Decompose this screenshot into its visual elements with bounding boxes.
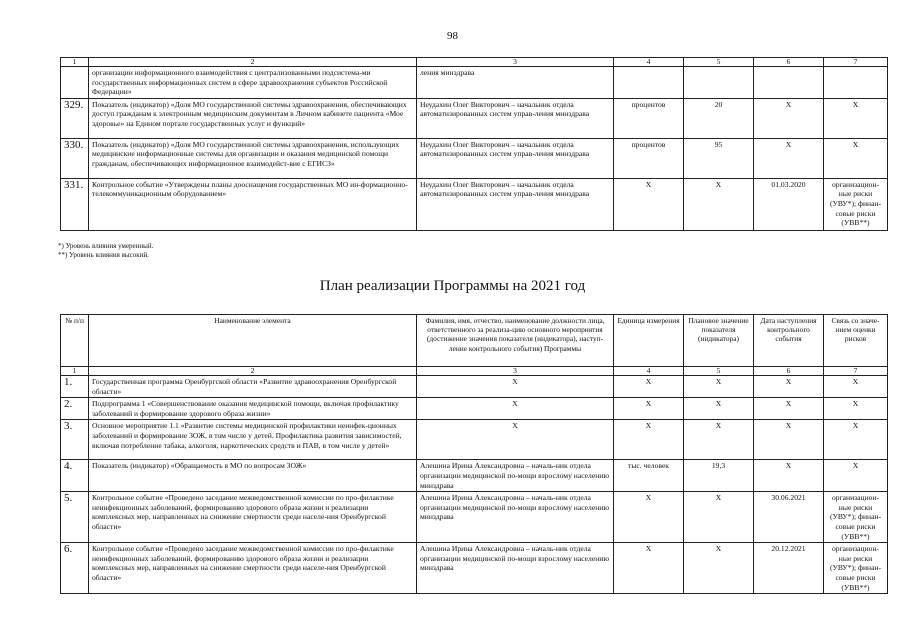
column-number: 1 <box>61 58 89 67</box>
header-name: Наименование элемента <box>89 315 417 367</box>
cell-risk <box>824 67 888 99</box>
cell-responsible: Алешина Ирина Александровна – началь-ник отдела организации медицинской по-мощи взрослому населению минздрава <box>417 492 614 543</box>
cell-date <box>754 67 824 99</box>
column-number: 7 <box>824 58 888 67</box>
cell-name: Показатель (индикатор) «Доля МО государственной системы здравоохранения, обеспечивающих доступ гражданам к электронным медицинским документам в Личном кабинете пациента «Мое здоровье» на Едином портале государственных услуг и функций» <box>89 98 417 138</box>
cell-num: 4. <box>61 460 89 492</box>
cell-responsible: X <box>417 420 614 460</box>
table-row <box>61 398 888 420</box>
cell-responsible: Неудахин Олег Викторович – начальник отдела автоматизированных систем управ-ления минздрава <box>417 178 614 230</box>
cell-plan: X <box>684 543 754 594</box>
table-row <box>61 178 888 230</box>
cell-name: организации информационного взаимодействия с централизованными подсистема-ми государственных информационных систем в сфере здравоохранения субъектов Российской Федерации» <box>89 67 417 99</box>
footnote-moderate: *) Уровень влияния умеренный. <box>58 242 154 250</box>
column-number: 7 <box>824 367 888 376</box>
header-risk: Связь со значе-нием оценки рисков <box>824 315 888 367</box>
table-row <box>61 98 888 138</box>
header-responsible: Фамилия, имя, отчество, наименование должности лица, ответственного за реализа-цию основного мероприятия (достижение значения показателя (индикатора), наступ-ление контрольного события) Программы <box>417 315 614 367</box>
cell-unit <box>614 67 684 99</box>
column-number: 3 <box>417 58 614 67</box>
cell-responsible: Неудахин Олег Викторович – начальник отдела автоматизированных систем управ-ления минздрава <box>417 138 614 178</box>
plan-table-continued <box>60 57 888 231</box>
column-number: 4 <box>614 367 684 376</box>
table-row <box>61 67 888 99</box>
cell-name: Основное мероприятие 1.1 «Развитие системы медицинской профилактики неинфек-ционных заболеваний и формирование ЗОЖ, в том числе у детей. Профилактика развития зависимостей, включая потребление табака, алкоголя, наркотических средств и ПАВ, в том числе у детей» <box>89 420 417 460</box>
cell-unit: X <box>614 543 684 594</box>
plan-2021-table <box>60 314 888 594</box>
cell-unit: процентов <box>614 138 684 178</box>
cell-num: 1. <box>61 376 89 398</box>
table-row <box>61 420 888 460</box>
header-unit: Единица измерения <box>614 315 684 367</box>
table-row <box>61 543 888 594</box>
cell-name: Государственная программа Оренбургской области «Развитие здравоохранения Оренбургской области» <box>89 376 417 398</box>
cell-plan <box>684 67 754 99</box>
cell-responsible: Неудахин Олег Викторович – начальник отдела автоматизированных систем управ-ления минздрава <box>417 98 614 138</box>
cell-responsible: ления минздрава <box>417 67 614 99</box>
column-number: 6 <box>754 367 824 376</box>
cell-plan: 20 <box>684 98 754 138</box>
cell-plan: X <box>684 178 754 230</box>
column-number: 5 <box>684 367 754 376</box>
column-number: 5 <box>684 58 754 67</box>
cell-num: 331. <box>61 178 89 230</box>
cell-unit: процентов <box>614 98 684 138</box>
column-number: 2 <box>89 58 417 67</box>
cell-date: X <box>754 138 824 178</box>
cell-name: Контрольное событие «Проведено заседание межведомственной комиссии по про-филактике неинфекционных заболеваний, формированию здорового образа жизни и реализации комплексных мер, направленных на снижение смертности среди населе-ния Оренбургской области» <box>89 543 417 594</box>
column-number: 2 <box>89 367 417 376</box>
cell-unit: X <box>614 492 684 543</box>
header-num: № п/п <box>61 315 89 367</box>
cell-date: X <box>754 460 824 492</box>
cell-responsible: Алешина Ирина Александровна – началь-ник отдела организации медицинской по-мощи взрослому населению минздрава <box>417 543 614 594</box>
cell-risk: X <box>824 420 888 460</box>
cell-date: X <box>754 98 824 138</box>
table-row <box>61 492 888 543</box>
cell-risk: организацион-ные риски (УВУ*); финан-совые риски (УВВ**) <box>824 543 888 594</box>
cell-num: 329. <box>61 98 89 138</box>
page-number: 98 <box>447 30 458 42</box>
cell-num: 2. <box>61 398 89 420</box>
cell-name: Показатель (индикатор) «Обращаемость в МО по вопросам ЗОЖ» <box>89 460 417 492</box>
cell-risk: X <box>824 376 888 398</box>
cell-name: Контрольное событие «Проведено заседание межведомственной комиссии по про-филактике неинфекционных заболеваний, формированию здорового образа жизни и реализации комплексных мер, направленных на снижение смертности среди населе-ния Оренбургской области» <box>89 492 417 543</box>
cell-plan: 95 <box>684 138 754 178</box>
cell-name: Показатель (индикатор) «Доля МО государственной системы здравоохранения, использующих медицинские информационные системы для организации и оказания медицинской помощи гражданам, обеспечивающих информационное взаимодейст-вие с ЕГИСЗ» <box>89 138 417 178</box>
table-row <box>61 376 888 398</box>
cell-num: 5. <box>61 492 89 543</box>
cell-date: X <box>754 398 824 420</box>
cell-num: 6. <box>61 543 89 594</box>
cell-unit: X <box>614 420 684 460</box>
cell-unit: X <box>614 398 684 420</box>
column-number: 4 <box>614 58 684 67</box>
cell-date: 01.03.2020 <box>754 178 824 230</box>
cell-responsible: Алешина Ирина Александровна – началь-ник отдела организации медицинской по-мощи взрослому населению минздрава <box>417 460 614 492</box>
footnote-high: **) Уровень влияния высокий. <box>58 251 149 259</box>
cell-plan: X <box>684 376 754 398</box>
cell-date: X <box>754 420 824 460</box>
cell-plan: 19,3 <box>684 460 754 492</box>
table-row <box>61 460 888 492</box>
table-row <box>61 138 888 178</box>
cell-unit: X <box>614 376 684 398</box>
column-number: 1 <box>61 367 89 376</box>
column-number: 3 <box>417 367 614 376</box>
cell-plan: X <box>684 398 754 420</box>
header-row <box>61 315 888 367</box>
cell-unit: тыс. человек <box>614 460 684 492</box>
cell-risk: организацион-ные риски (УВУ*); финан-совые риски (УВВ**) <box>824 492 888 543</box>
cell-date: 30.06.2021 <box>754 492 824 543</box>
cell-risk: X <box>824 460 888 492</box>
cell-num <box>61 67 89 99</box>
cell-responsible: X <box>417 398 614 420</box>
cell-num: 330. <box>61 138 89 178</box>
cell-responsible: X <box>417 376 614 398</box>
column-number-row <box>61 367 888 376</box>
cell-date: 20.12.2021 <box>754 543 824 594</box>
cell-risk: X <box>824 98 888 138</box>
cell-risk: X <box>824 398 888 420</box>
header-date: Дата наступления контрольного события <box>754 315 824 367</box>
cell-name: Подпрограмма 1 «Совершенствование оказания медицинской помощи, включая профилактику заболеваний и формирование здорового образа жизни» <box>89 398 417 420</box>
cell-plan: X <box>684 492 754 543</box>
cell-plan: X <box>684 420 754 460</box>
cell-unit: X <box>614 178 684 230</box>
cell-date: X <box>754 376 824 398</box>
footnotes <box>58 242 153 260</box>
header-plan: Плановое значение показателя (индикатора) <box>684 315 754 367</box>
column-number: 6 <box>754 58 824 67</box>
cell-num: 3. <box>61 420 89 460</box>
section-title: План реализации Программы на 2021 год <box>319 278 586 294</box>
cell-risk: X <box>824 138 888 178</box>
column-number-row <box>61 58 888 67</box>
cell-name: Контрольное событие «Утверждены планы дооснащения государственных МО ин-формационно-телекоммуникационным оборудованием» <box>89 178 417 230</box>
cell-risk: организацион-ные риски (УВУ*); финан-совые риски (УВВ**) <box>824 178 888 230</box>
